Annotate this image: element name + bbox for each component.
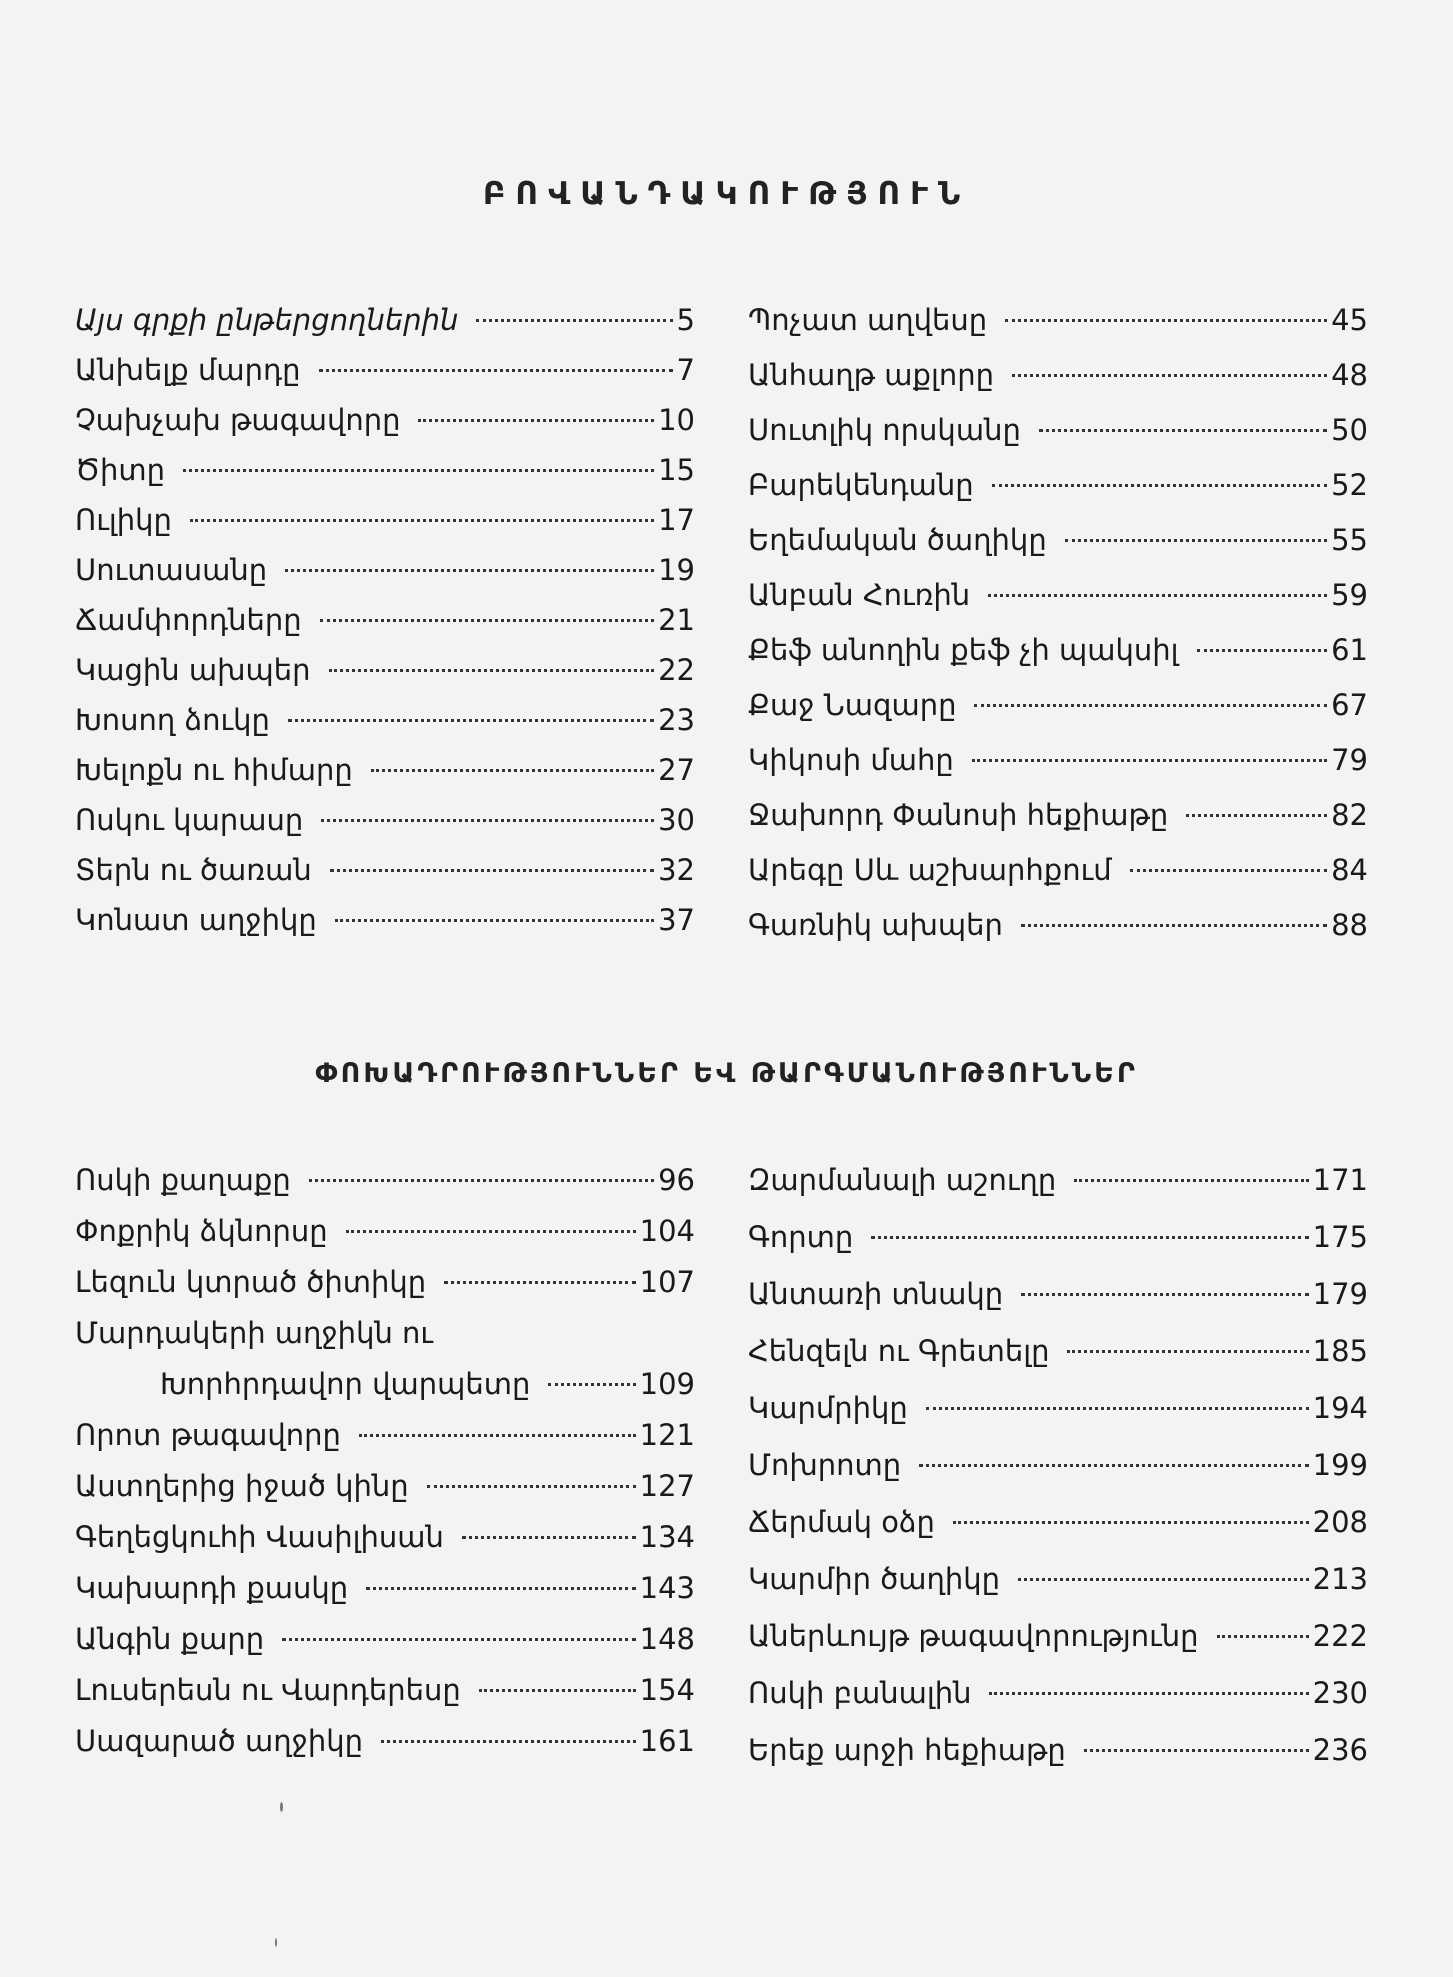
toc-entry-title: Արեգը Սև աշխարհքում [748, 853, 1112, 887]
leader-dots [1084, 1749, 1309, 1752]
toc-entry-page: 27 [658, 753, 695, 787]
toc-entry-page: 134 [639, 1520, 695, 1554]
toc-entry-page: 121 [639, 1418, 695, 1452]
toc-entry[interactable] [748, 1561, 1368, 1597]
toc-entry[interactable] [75, 1162, 695, 1198]
toc-entry-title: Որոտ թագավորը [75, 1418, 341, 1452]
toc-entry[interactable] [748, 1447, 1368, 1483]
toc-entry-page: 61 [1331, 633, 1368, 667]
leader-dots [309, 1179, 654, 1182]
toc-entry[interactable] [75, 1621, 695, 1657]
leader-dots [366, 1587, 635, 1590]
scan-speck [280, 1802, 283, 1812]
toc-entry-page: 79 [1331, 743, 1368, 777]
toc-entry-page: 59 [1331, 578, 1368, 612]
toc-entry-page: 22 [658, 653, 695, 687]
scan-speck [275, 1938, 277, 1947]
toc-entry-title: Ծիտը [75, 453, 166, 487]
leader-dots [462, 1536, 636, 1539]
toc-entry-page: 194 [1312, 1391, 1368, 1425]
toc-entry[interactable] [748, 1618, 1368, 1654]
toc-entry-title: Ուլիկը [75, 503, 172, 537]
toc-entry-title: Կիկոսի մահը [748, 743, 954, 777]
toc-entry-title: Երեք արջի հեքիաթը [748, 1733, 1066, 1767]
toc-entry-page: 30 [658, 803, 695, 837]
toc-entry-page: 161 [639, 1724, 695, 1758]
toc-entry-page: 10 [658, 403, 695, 437]
toc-entry-line1[interactable]: Մարդակերի աղջիկն ու [75, 1316, 434, 1350]
toc-entry[interactable] [75, 1723, 695, 1759]
toc-entry-page: 5 [676, 303, 695, 337]
toc-entry-title: Գառնիկ ախպեր [748, 908, 1003, 942]
toc-entry-page: 213 [1312, 1562, 1368, 1596]
translations-heading: ՓՈԽԱԴՐՈՒԹՅՈՒՆՆԵՐ ԵՎ ԹԱՐԳՄԱՆՈՒԹՅՈՒՆՆԵՐ [315, 1058, 1138, 1089]
leader-dots [479, 1689, 636, 1692]
toc-entry-title: Քաջ Նազարը [748, 688, 957, 722]
toc-entry[interactable] [748, 1162, 1368, 1198]
leader-dots [359, 1434, 636, 1437]
toc-entry-title: Անհաղթ աքլորը [748, 358, 994, 392]
toc-entry[interactable] [75, 1213, 695, 1249]
toc-entry-title: Հենզելն ու Գրետելը [748, 1334, 1050, 1368]
toc-entry-title: Զարմանալի աշուղը [748, 1163, 1057, 1197]
toc-entry-page: 199 [1312, 1448, 1368, 1482]
toc-entry[interactable] [75, 1519, 695, 1555]
toc-entry-page: 236 [1312, 1733, 1368, 1767]
toc-entry[interactable] [75, 1570, 695, 1606]
toc-entry-title: Ոսկու կարասը [75, 803, 304, 837]
toc-entry[interactable] [75, 1417, 695, 1453]
toc-entry-title: Ճամփորդները [75, 603, 302, 637]
toc-entry-page: 50 [1331, 413, 1368, 447]
toc-entry-title: Փոքրիկ ձկնորսը [75, 1214, 328, 1248]
toc-entry-page: 185 [1312, 1334, 1368, 1368]
toc-entry-title: Սազարած աղջիկը [75, 1724, 364, 1758]
toc-entry-title: Լուսերեսն ու Վարդերեսը [75, 1673, 461, 1707]
toc-entry-title: Աներևույթ թագավորությունը [748, 1619, 1199, 1653]
toc-entry-page: 82 [1331, 798, 1368, 832]
toc-entry-title: Լեզուն կտրած ծիտիկը [75, 1265, 427, 1299]
leader-dots [1021, 1293, 1309, 1296]
toc-entry-title: Սուտլիկ որսկանը [748, 413, 1021, 447]
toc-entry[interactable] [748, 1276, 1368, 1312]
leader-dots [346, 1230, 636, 1233]
toc-entry-page: 208 [1312, 1505, 1368, 1539]
toc-entry-title: Անխելք մարդը [75, 353, 301, 387]
leader-dots [989, 1692, 1308, 1695]
leader-dots [548, 1383, 635, 1386]
toc-entry-title: Կոնատ աղջիկը [75, 903, 317, 937]
toc-entry-title: Խորհրդավոր վարպետը [160, 1367, 531, 1401]
toc-entry-title: Կարմիր ծաղիկը [748, 1562, 1001, 1596]
toc-entry-title: Գեղեցկուհի Վասիլիսան [75, 1520, 444, 1554]
toc-entry-page: 21 [658, 603, 695, 637]
toc-entry-title: Աստղերից իջած կինը [75, 1469, 409, 1503]
translations-left-column [75, 0, 695, 1977]
toc-entry-title: Այս գրքի ընթերցողներին [75, 303, 459, 337]
toc-entry-page: 19 [658, 553, 695, 587]
toc-entry[interactable] [160, 1366, 695, 1402]
toc-entry-title: Ջախորդ Փանոսի հեքիաթը [748, 798, 1169, 832]
toc-entry-page: 148 [639, 1622, 695, 1656]
leader-dots [1067, 1350, 1308, 1353]
toc-entry-page: 32 [658, 853, 695, 887]
toc-entry-page: 52 [1331, 468, 1368, 502]
leader-dots [926, 1407, 1309, 1410]
toc-entry-page: 48 [1331, 358, 1368, 392]
toc-entry-page: 23 [658, 703, 695, 737]
toc-entry-title: Կախարդի քասկը [75, 1571, 349, 1605]
toc-entry[interactable] [748, 1504, 1368, 1540]
toc-entry-page: 84 [1331, 853, 1368, 887]
toc-entry-title: Խելոքն ու հիմարը [75, 753, 353, 787]
translations-right-column [748, 0, 1368, 1977]
toc-entry-title: Բարեկենդանը [748, 468, 974, 502]
toc-entry-page: 230 [1312, 1676, 1368, 1710]
toc-entry-title: Տերն ու ծառան [75, 853, 312, 887]
leader-dots [444, 1281, 635, 1284]
toc-entry-page: 143 [639, 1571, 695, 1605]
toc-entry-title: Կացին ախպեր [75, 653, 311, 687]
toc-entry-title: Խոսող ձուկը [75, 703, 270, 737]
toc-entry-page: 175 [1312, 1220, 1368, 1254]
toc-entry-title: Ճերմակ օձը [748, 1505, 935, 1539]
toc-entry-page: 179 [1312, 1277, 1368, 1311]
toc-entry[interactable] [748, 1675, 1368, 1711]
toc-entry-page: 154 [639, 1673, 695, 1707]
leader-dots [1018, 1578, 1309, 1581]
leader-dots [953, 1521, 1309, 1524]
toc-entry[interactable] [75, 1468, 695, 1504]
leader-dots [381, 1740, 636, 1743]
toc-entry-page: 67 [1331, 688, 1368, 722]
toc-entry-page: 127 [639, 1469, 695, 1503]
toc-entry[interactable] [748, 1732, 1368, 1768]
toc-entry-title: Պոչատ աղվեսը [748, 303, 988, 337]
toc-entry[interactable] [748, 1219, 1368, 1255]
toc-entry-title: Գորտը [748, 1220, 854, 1254]
toc-entry-page: 17 [658, 503, 695, 537]
toc-entry-page: 45 [1331, 303, 1368, 337]
toc-entry[interactable] [748, 1333, 1368, 1369]
toc-entry-title: Չախչախ թագավորը [75, 403, 401, 437]
toc-entry-title: Անբան Հուռին [748, 578, 971, 612]
toc-entry-title: Անգին քարը [75, 1622, 265, 1656]
toc-entry-title: Ոսկի բանալին [748, 1676, 972, 1710]
toc-entry[interactable] [75, 1672, 695, 1708]
toc-entry[interactable] [75, 1264, 695, 1300]
contents-heading: ԲՈՎԱՆԴԱԿՈՒԹՅՈՒՆ [482, 176, 971, 212]
toc-entry-title: Անտառի տնակը [748, 1277, 1004, 1311]
toc-entry-title: Սուտասանը [75, 553, 268, 587]
toc-entry-page: 37 [658, 903, 695, 937]
toc-entry-page: 96 [658, 1163, 695, 1197]
toc-entry-title: Մոխրոտը [748, 1448, 902, 1482]
leader-dots [1074, 1179, 1308, 1182]
toc-entry-page: 109 [639, 1367, 695, 1401]
toc-entry-page: 88 [1331, 908, 1368, 942]
leader-dots [282, 1638, 636, 1641]
leader-dots [871, 1236, 1308, 1239]
toc-entry-title: Քեֆ անողին քեֆ չի պակսիլ [748, 633, 1179, 667]
toc-entry-title: Կարմրիկը [748, 1391, 908, 1425]
toc-entry-page: 15 [658, 453, 695, 487]
leader-dots [427, 1485, 636, 1488]
leader-dots [919, 1464, 1309, 1467]
toc-entry-page: 104 [639, 1214, 695, 1248]
toc-entry-title: Եղեմական ծաղիկը [748, 523, 1047, 557]
toc-entry-page: 222 [1312, 1619, 1368, 1653]
toc-entry[interactable] [748, 1390, 1368, 1426]
toc-entry-title: Ոսկի քաղաքը [75, 1163, 291, 1197]
toc-entry-page: 171 [1312, 1163, 1368, 1197]
leader-dots [1217, 1635, 1309, 1638]
toc-entry-page: 7 [676, 353, 695, 387]
toc-entry-page: 55 [1331, 523, 1368, 557]
toc-entry-page: 107 [639, 1265, 695, 1299]
